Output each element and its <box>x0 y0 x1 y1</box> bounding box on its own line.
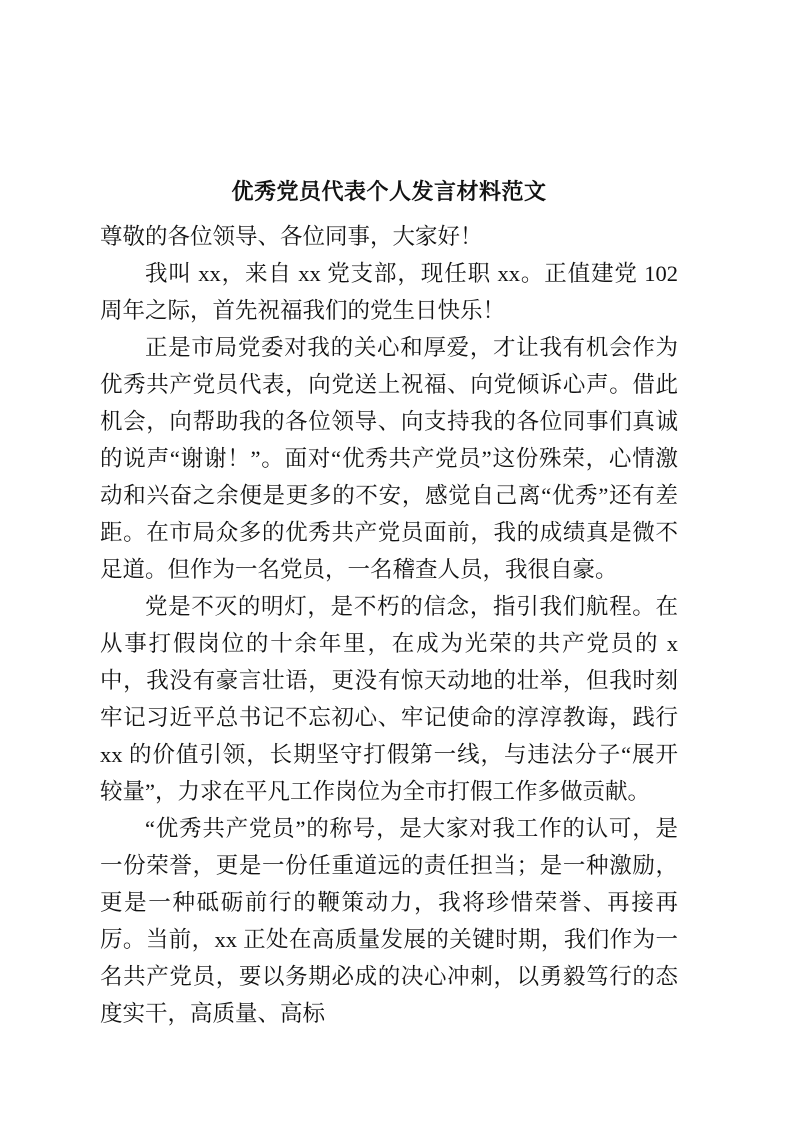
document-title: 优秀党员代表个人发言材料范文 <box>231 179 547 204</box>
paragraph: 党是不灭的明灯，是不朽的信念，指引我们航程。在从事打假岗位的十余年里，在成为光荣的共产党员的 x 中，我没有豪言壮语，更没有惊天动地的壮举，但我时刻牢记习近平总书记不忘初心、牢记使命的淳淳教诲，践行 xx 的价值引领，长期坚守打假第一线，与违法分子“展开较量”，力求在平凡工作岗位为全市打假工作多做贡献。 <box>100 594 678 804</box>
paragraph: 正是市局党委对我的关心和厚爱，才让我有机会作为优秀共产党员代表，向党送上祝福、向党倾诉心声。借此机会，向帮助我的各位领导、向支持我的各位同事们真诚的说声“谢谢！”。面对“优秀共产党员”这份殊荣，心情激动和兴奋之余便是更多的不安，感觉自己离“优秀”还有差距。在市局众多的优秀共产党员面前，我的成绩真是微不足道。但作为一名党员，一名稽查人员，我很自豪。 <box>100 335 678 582</box>
paragraph-greeting: 尊敬的各位领导、各位同事，大家好！ <box>100 224 483 249</box>
document-content <box>100 173 678 1032</box>
paragraph: 我叫 xx，来自 xx 党支部，现任职 xx。正值建党 102 周年之际，首先祝福我们的党生日快乐！ <box>100 261 678 323</box>
paragraph: “优秀共产党员”的称号，是大家对我工作的认可，是一份荣誉，更是一份任重道远的责任担当；是一种激励，更是一种砥砺前行的鞭策动力，我将珍惜荣誉、再接再厉。当前，xx 正处在高质量发展的关键时期，我们作为一名共产党员，要以务期必成的决心冲刺，以勇毅笃行的态度实干，高质量、高标 <box>100 816 678 1026</box>
